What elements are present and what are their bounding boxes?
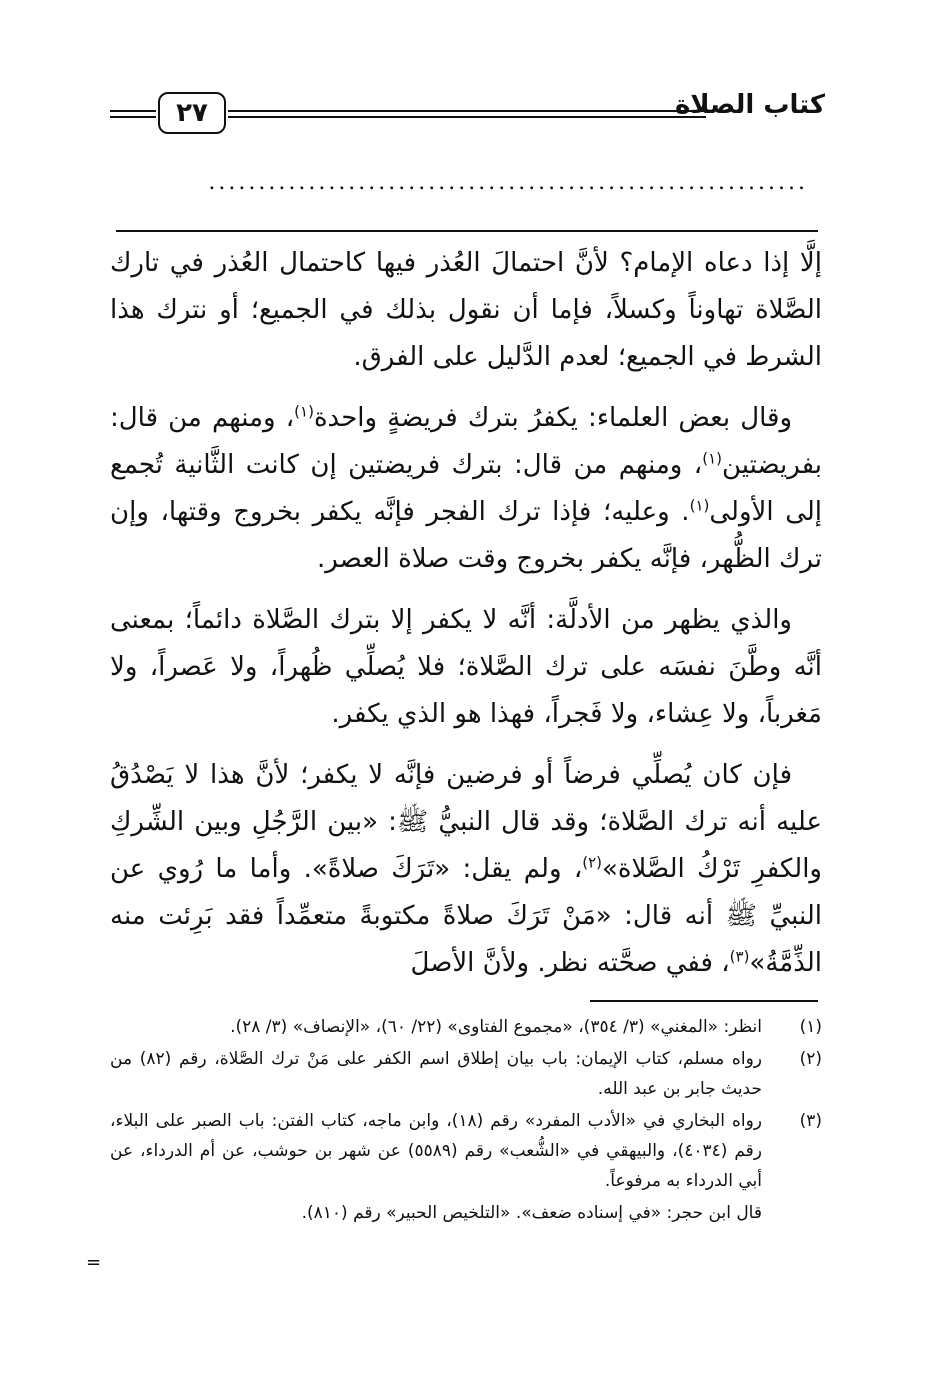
page-number: ٢٧ xyxy=(158,92,226,134)
paragraph-2-part-d: . وعليه؛ فإذا ترك الفجر فإنَّه يكفر بخروج وقتها، وإن ترك الظُّهر، فإنَّه يكفر بخروج وقت صلاة العصر. xyxy=(110,497,822,574)
paragraph-4-part-a: فإن كان يُصلِّي فرضاً أو فرضين فإنَّه لا يكفر؛ لأنَّ هذا لا يَصْدُقُ عليه أنه ترك الصَّلاة؛ وقد قال النبيُّ ﷺ: «بين الرَّجُلِ وبين الشِّركِ والكفرِ تَرْكُ الصَّلاة» xyxy=(110,760,822,884)
footnote-number: (١) xyxy=(799,1017,822,1037)
footnote-ref: (١) xyxy=(702,449,722,468)
header-rule-right-2 xyxy=(228,116,706,118)
book-title: كتاب الصلاة xyxy=(674,90,825,120)
footnotes xyxy=(110,1012,822,1228)
footnote-3 xyxy=(110,1106,822,1196)
header-separator-rule xyxy=(116,230,818,232)
footnote-2 xyxy=(110,1044,822,1104)
footnote-ref: (٢) xyxy=(582,853,603,872)
main-text xyxy=(110,240,822,1001)
footnote-text: رواه البخاري في «الأدب المفرد» رقم (١٨)، وابن ماجه، كتاب الفتن: باب الصبر على البلاء، رقم (٤٠٣٤)، والبيهقي في «الشُّعب» رقم (٥٥٨٩) عن شهر بن حوشب، عن أم الدرداء، عن أبي الدرداء به مرفوعاً. xyxy=(110,1111,763,1191)
header-rule-left-2 xyxy=(110,116,156,118)
paragraph-1: إلَّا إذا دعاه الإمام؟ لأنَّ احتمالَ العُذر فيها كاحتمال العُذر في تارك الصَّلاة تهاوناً وكسلاً، فإما أن نقول بذلك في الجميع؛ أو نترك هذا الشرط في الجميع؛ لعدم الدَّليل على الفرق. xyxy=(110,248,822,372)
header-rule-right-1 xyxy=(228,110,706,112)
footnote-number: (٣) xyxy=(799,1111,822,1131)
paragraph-4-part-b: ، ولم يقل: «تَرَكَ صلاةً». وأما ما رُوي عن النبيِّ ﷺ أنه قال: «مَنْ تَرَكَ صلاةً مكتوبةً متعمِّداً فقد بَرِئت منه الذِّمَّةُ» xyxy=(110,854,822,978)
footnote-text: انظر: «المغني» (٣/ ٣٥٤)، «مجموع الفتاوى» (٢٢/ ٦٠)، «الإنصاف» (٣/ ٢٨). xyxy=(230,1017,762,1037)
paragraph-4-part-c: ، ففي صحَّته نظر. ولأنَّ الأصلَ xyxy=(410,948,730,978)
footnote-number: (٢) xyxy=(799,1049,822,1069)
margin-mark: = xyxy=(86,1252,102,1273)
footnote-separator-rule xyxy=(590,1000,818,1002)
footnote-ref: (٣) xyxy=(729,947,750,966)
paragraph-2-part-b: ، ومنهم من قال: بفريضتين xyxy=(110,403,822,480)
footnote-text: رواه مسلم، كتاب الإيمان: باب بيان إطلاق اسم الكفر على مَنْ ترك الصَّلاة، رقم (٨٢) من حديث جابر بن عبد الله. xyxy=(110,1049,762,1099)
paragraph-2-part-a: وقال بعض العلماء: يكفرُ بترك فريضةٍ واحدة xyxy=(313,403,792,433)
header-rule-left-1 xyxy=(110,110,156,112)
paragraph-4 xyxy=(110,752,822,987)
dotted-separator: ............................................................ xyxy=(208,170,808,195)
footnote-ref: (١) xyxy=(689,496,710,515)
page-header xyxy=(110,90,825,140)
paragraph-3: والذي يظهر من الأدلَّة: أنَّه لا يكفر إلا بترك الصَّلاة دائماً؛ بمعنى أنَّه وطَّنَ نفسَه على ترك الصَّلاة؛ فلا يُصلِّي ظُهراً، ولا عَصراً، ولا مَغرباً، ولا عِشاء، ولا فَجراً، فهذا هو الذي يكفر. xyxy=(110,605,822,729)
paragraph-2-part-c: ، ومنهم من قال: بترك فريضتين إن كانت الثَّانية تُجمع إلى الأولى xyxy=(110,450,823,527)
footnote-3-continuation: قال ابن حجر: «في إسناده ضعف». «التلخيص الحبير» رقم (٨١٠). xyxy=(301,1203,762,1223)
footnote-ref: (١) xyxy=(294,402,314,421)
paragraph-2 xyxy=(110,395,822,583)
footnote-1 xyxy=(110,1012,822,1042)
